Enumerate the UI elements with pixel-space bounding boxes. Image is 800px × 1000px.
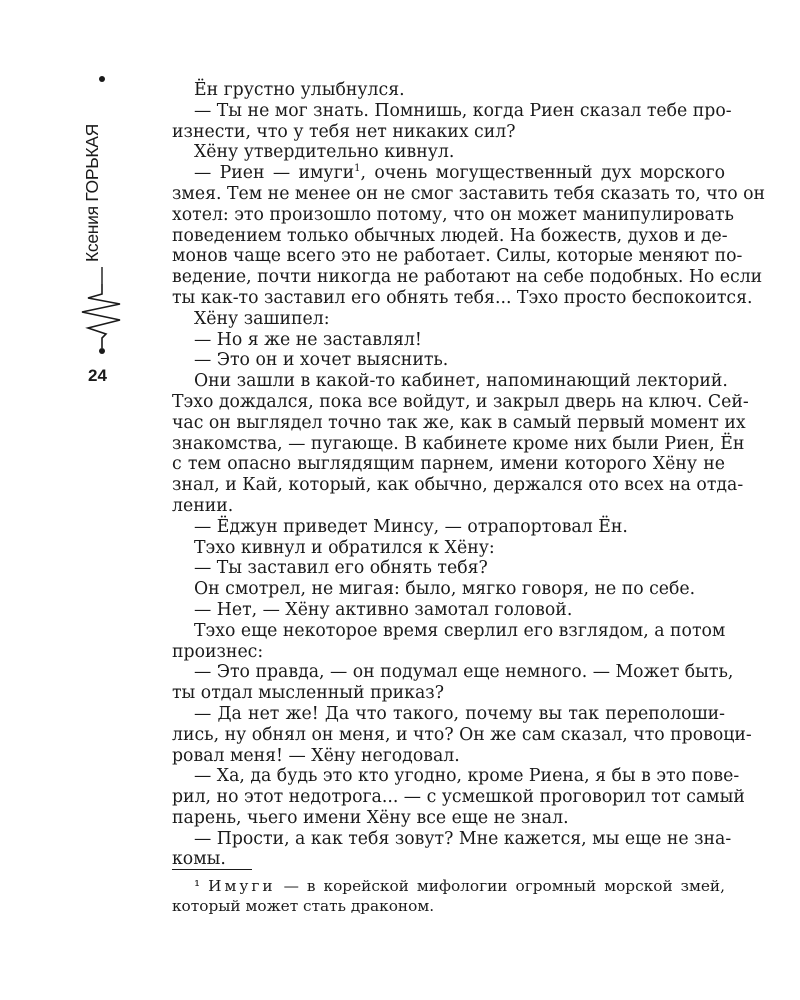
page-number: 24 [88,366,107,385]
text-line: — Ха, да будь это кто угодно, кроме Риена, я бы в это пове- [194,766,740,787]
text-line: час он выглядел точно так же, как в самый первый момент их [172,412,746,433]
footnote-rule [172,869,252,870]
footnote-reference: 1 [354,163,361,175]
text-line: хотел: это произошло потому, что он может манипулировать [172,204,734,225]
text-line: — Нет, — Хёну активно замотал головой. [194,599,573,620]
text-line: — Но я же не заставлял! [194,329,422,350]
text-line: ровал меня! — Хёну негодовал. [172,745,460,766]
text-line: парень, чьего имени Хёну все еще не знал. [172,807,569,828]
text-line: ведение, почти никогда не работают на себе подобных. Но если [172,267,763,288]
text-line: знал, и Кай, который, как обычно, держался ото всех на отда- [172,475,744,496]
text-line: Хёну утвердительно кивнул. [194,142,455,163]
text-line: знакомства, — пугающе. В кабинете кроме них были Риен, Ён [172,433,745,454]
text-line: лись, ну обнял он меня, и что? Он же сам сказал, что провоци- [172,724,752,745]
text-line: лении. [172,495,234,516]
text-line: — Риен — имуги$^1$, очень могущественный дух морского [194,163,725,184]
text-line: рил, но этот недотрога... — с усмешкой проговорил тот самый [172,787,745,808]
text-line: — Прости, а как тебя зовут? Мне кажется, мы еще не зна- [194,828,732,849]
text-line: Он смотрел, не мигая: было, мягко говоря, не по себе. [194,579,696,600]
text-line: — Да нет же! Да что такого, почему вы так переполоши- [194,703,725,724]
footnote-definition: — в корейской мифологии огромный морской змей, [275,877,725,895]
footnote-term: Имуги [208,877,276,895]
text-line: изнести, что у тебя нет никаких сил? [172,121,516,142]
text-line: Ён грустно улыбнулся. [194,80,405,100]
author-name: Ксения ГОРЬКАЯ [82,123,102,262]
text-line: Хёну зашипел: [194,308,330,329]
body-text [172,80,766,870]
text-line: — Ёджун приведет Минсу, — отрапортовал Ён. [194,516,628,537]
text-line: произнес: [172,641,264,662]
text-line: Тэхо еще некоторое время сверлил его взглядом, а потом [194,620,726,641]
text-line: монов чаще всего это не работает. Силы, которые меняют по- [172,246,743,267]
text-line: — Это правда, — он подумал еще немного. — Может быть, [194,662,734,683]
text-line: с тем опасно выглядящим парнем, имени которого Хёну не [172,454,725,475]
footnote [172,876,725,917]
text-line: Они зашли в какой-то кабинет, напоминающий лекторий. [194,371,728,392]
text-line: — Это он и хочет выяснить. [194,350,449,371]
text-line: ты как-то заставил его обнять тебя... Тэхо просто беспокоится. [172,287,753,308]
footnote-marker: ¹ [194,877,201,895]
footnote-line [172,876,725,896]
text-line: змея. Тем не менее он не смог заставить тебя сказать то, что он [172,183,766,204]
text-line: Тэхо кивнул и обратился к Хёну: [194,537,495,558]
text-line: — Ты не мог знать. Помнишь, когда Риен сказал тебе про- [194,100,732,121]
text-line: Тэхо дождался, пока все войдут, и закрыл дверь на ключ. Сей- [172,391,749,412]
footnote-line: который может стать драконом. [172,897,435,916]
text-line: комы. [172,849,226,870]
text-line: ты отдал мысленный приказ? [172,683,444,704]
text-line: — Ты заставил его обнять тебя? [194,558,488,579]
text-line: поведением только обычных людей. На божеств, духов и де- [172,225,728,246]
